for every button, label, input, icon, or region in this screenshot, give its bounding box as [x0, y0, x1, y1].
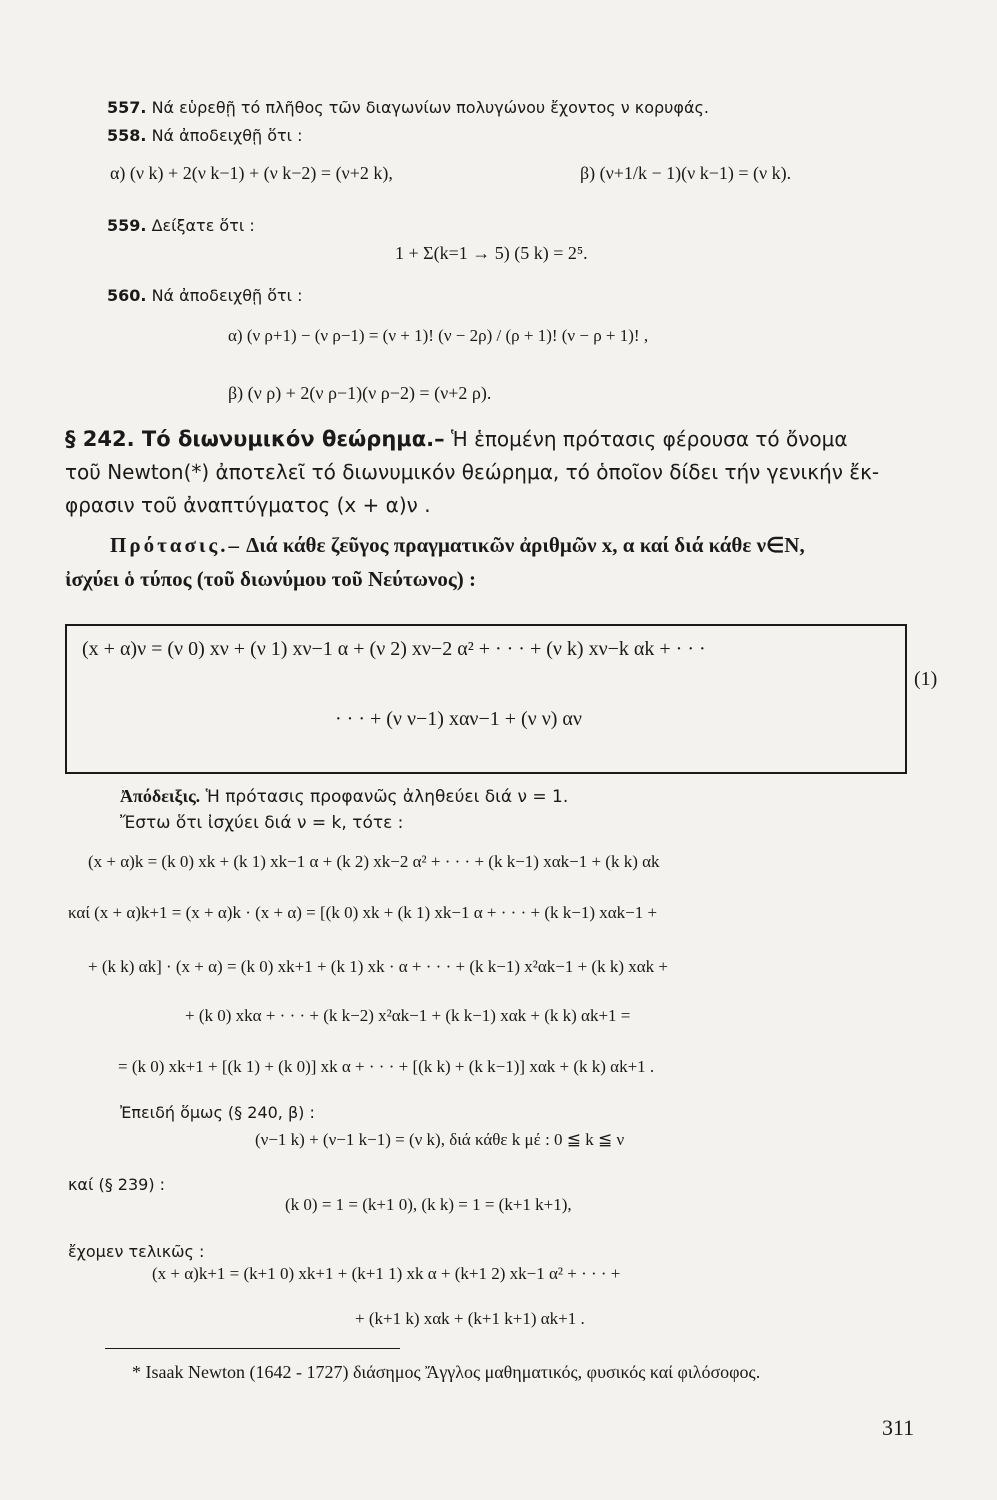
- proposition-line-1: [110, 533, 805, 558]
- footnote-divider: [105, 1348, 400, 1349]
- proof-equation-5: = (k 0) xk+1 + [(k 1) + (k 0)] xk α + · · · + [(k k) + (k k−1)] xαk + (k k) αk+1 .: [118, 1057, 655, 1076]
- exercise-557: [107, 98, 709, 117]
- exercise-number: 558.: [107, 126, 147, 145]
- binomial-formula-line-1: (x + α)ν = (ν 0) xν + (ν 1) xν−1 α + (ν 2) xν−2 α² + · · · + (ν k) xν−k αk + · · ·: [82, 638, 706, 660]
- exercise-558-part-a: α) (ν k) + 2(ν k−1) + (ν k−2) = (ν+2 k),: [110, 163, 393, 183]
- section-intro-line-3: φρασιν τοῦ ἀναπτύγματος (x + α)ν .: [65, 493, 431, 517]
- page-number: 311: [882, 1415, 915, 1440]
- proposition-line-2: ἰσχύει ὁ τύπος (τοῦ διωνύμου τοῦ Νεύτωνος) :: [65, 567, 477, 591]
- exercise-text: Δείξατε ὅτι :: [151, 216, 255, 235]
- exercise-number: 559.: [107, 216, 147, 235]
- proposition-label: Πρότασις.–: [110, 533, 243, 557]
- exercise-number: 560.: [107, 286, 147, 305]
- proof-equation-7: (k 0) = 1 = (k+1 0), (k k) = 1 = (k+1 k+1),: [285, 1195, 572, 1214]
- proof-line-2: Ἔστω ὅτι ἰσχύει διά ν = k, τότε :: [120, 813, 404, 833]
- binomial-formula-line-2: · · · + (ν ν−1) xαν−1 + (ν ν) αν: [335, 708, 582, 730]
- section-heading-line: [65, 427, 848, 451]
- section-intro-line-2: τοῦ Newton(*) ἀποτελεῖ τό διωνυμικόν θεώρημα, τό ὁποῖον δίδει τήν γενικήν ἔκ-: [65, 460, 880, 484]
- exercise-text: Νά ἀποδειχθῇ ὅτι :: [151, 126, 303, 145]
- exercise-558-part-b: β) (ν+1/k − 1)(ν k−1) = (ν k).: [580, 163, 792, 183]
- exercise-560-part-b: β) (ν ρ) + 2(ν ρ−1)(ν ρ−2) = (ν+2 ρ).: [228, 383, 492, 403]
- proof-equation-3: + (k k) αk] · (x + α) = (k 0) xk+1 + (k 1) xk · α + · · · + (k k−1) x²αk−1 + (k k) xαk +: [88, 957, 668, 976]
- proof-and: καί (§ 239) :: [68, 1175, 166, 1194]
- exercise-text: Νά ἀποδειχθῇ ὅτι :: [151, 286, 303, 305]
- exercise-559-formula: 1 + Σ(k=1 → 5) (5 k) = 2⁵.: [395, 243, 588, 263]
- proof-line-1: [120, 786, 568, 807]
- exercise-560: [107, 286, 303, 305]
- exercise-559: [107, 216, 255, 235]
- exercise-text: Νά εὑρεθῇ τό πλῆθος τῶν διαγωνίων πολυγώνου ἔχοντος ν κορυφάς.: [151, 98, 709, 117]
- exercise-558: [107, 126, 303, 145]
- section-heading: § 242. Τό διωνυμικόν θεώρημα.–: [65, 427, 445, 451]
- footnote: * Isaak Newton (1642 - 1727) διάσημος Ἄγγλος μαθηματικός, φυσικός καί φιλόσοφος.: [132, 1362, 761, 1382]
- proof-text: Ἡ πρότασις προφανῶς ἀληθεύει διά ν = 1.: [205, 787, 569, 807]
- section-intro: Ἡ ἑπομένη πρότασις φέρουσα τό ὄνομα: [451, 427, 848, 451]
- equation-tag: (1): [914, 668, 938, 690]
- proof-equation-4: + (k 0) xkα + · · · + (k k−2) x²αk−1 + (k k−1) xαk + (k k) αk+1 =: [185, 1006, 631, 1025]
- exercise-560-part-a: α) (ν ρ+1) − (ν ρ−1) = (ν + 1)! (ν − 2ρ) / (ρ + 1)! (ν − ρ + 1)! ,: [228, 326, 649, 345]
- proof-equation-9: + (k+1 k) xαk + (k+1 k+1) αk+1 .: [355, 1309, 585, 1328]
- proof-equation-2: καί (x + α)k+1 = (x + α)k · (x + α) = [(k 0) xk + (k 1) xk−1 α + · · · + (k k−1) xαk−1 +: [68, 903, 658, 922]
- proof-finally: ἔχομεν τελικῶς :: [68, 1242, 205, 1261]
- proof-equation-6: (ν−1 k) + (ν−1 k−1) = (ν k), διά κάθε k μέ : 0 ≦ k ≦ ν: [255, 1130, 625, 1149]
- proposition-text: Διά κάθε ζεῦγος πραγματικῶν ἀριθμῶν x, α καί διά κάθε ν∈N,: [246, 533, 805, 557]
- proof-since: Ἐπειδή ὅμως (§ 240, β) :: [120, 1103, 315, 1122]
- proof-equation-1: (x + α)k = (k 0) xk + (k 1) xk−1 α + (k 2) xk−2 α² + · · · + (k k−1) xαk−1 + (k k) αk: [88, 852, 660, 871]
- proof-equation-8: (x + α)k+1 = (k+1 0) xk+1 + (k+1 1) xk α + (k+1 2) xk−1 α² + · · · +: [152, 1264, 621, 1283]
- proof-label: Ἀπόδειξις.: [120, 786, 201, 806]
- exercise-number: 557.: [107, 98, 147, 117]
